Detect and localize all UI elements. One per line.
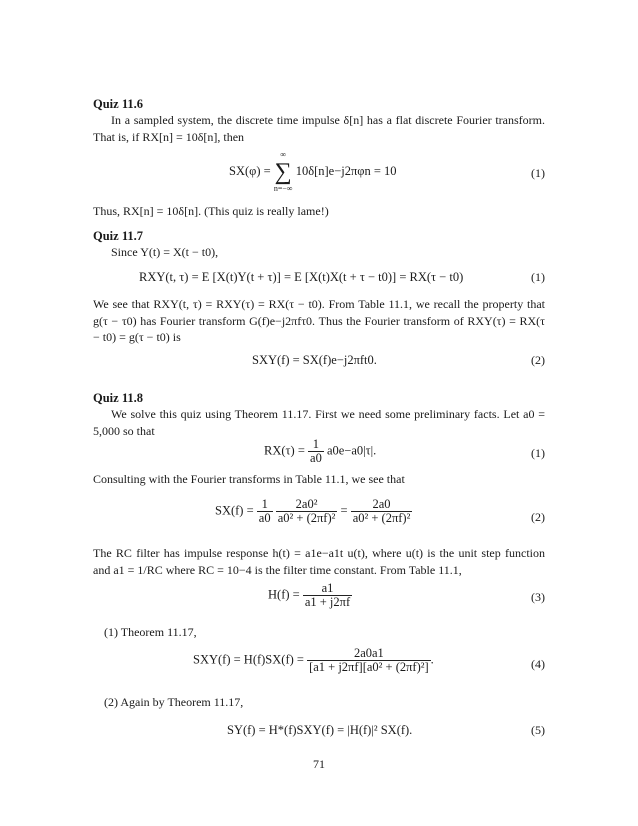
fraction-numerator: 2a0a1: [307, 647, 431, 661]
quiz-11-6-conclusion: Thus, RX[n] = 10δ[n]. (This quiz is really lame!): [93, 204, 329, 218]
eq-lhs: SX(φ) =: [229, 163, 271, 178]
summation-symbol: ∞ ∑ n=−∞: [273, 150, 293, 193]
quiz-11-7-equation-2: SXY(f) = SX(f)e−j2πft0.: [252, 353, 377, 367]
equation-number: (1): [531, 446, 545, 460]
quiz-11-8-equation-4: [193, 647, 434, 674]
quiz-11-8-equation-3: [268, 582, 352, 609]
fraction-numerator: 1: [308, 438, 324, 452]
quiz-11-6-heading: Quiz 11.6: [93, 97, 144, 111]
fraction-denominator: a0² + (2πf)²: [352, 511, 411, 525]
fraction-numerator: 2a0: [351, 498, 413, 512]
list-item-1: (1) Theorem 11.17,: [104, 625, 197, 639]
fraction-numerator: 1: [257, 498, 273, 512]
fraction: [308, 438, 324, 465]
fraction-numerator: 2a0²: [276, 498, 338, 512]
fraction: [351, 498, 413, 525]
quiz-11-8-heading: Quiz 11.8: [93, 391, 144, 405]
equation-number: (2): [531, 353, 545, 367]
eq-lhs: SX(f) =: [215, 503, 254, 518]
eq-lhs: H(f) =: [268, 587, 300, 602]
quiz-11-8-intro: We solve this quiz using Theorem 11.17. First we need some preliminary facts. Let a0 = 5,000 so that: [93, 407, 545, 438]
equation-number: (4): [531, 657, 545, 671]
quiz-11-8-fourier-note: Consulting with the Fourier transforms in Table 11.1, we see that: [93, 472, 405, 486]
equation-number: (1): [531, 270, 545, 284]
fraction-denominator: [a1 + j2πf][a0² + (2πf)²]: [309, 660, 429, 674]
equals-sign: =: [340, 503, 348, 518]
period: .: [430, 652, 434, 667]
fraction-denominator: a1 + j2πf: [304, 595, 351, 609]
quiz-11-8-equation-5: SY(f) = H*(f)SXY(f) = |H(f)|² SX(f).: [227, 723, 413, 737]
equation-number: (5): [531, 723, 545, 737]
sum-upper-limit: ∞: [280, 150, 287, 159]
quiz-11-8-equation-1: [264, 438, 376, 465]
fraction: [257, 498, 273, 525]
quiz-11-7-intro: Since Y(t) = X(t − t0),: [111, 245, 219, 259]
fraction-numerator: a1: [303, 582, 352, 596]
sum-lower-limit: n=−∞: [273, 184, 293, 193]
list-item-2: (2) Again by Theorem 11.17,: [104, 695, 244, 709]
fraction-denominator: a0: [310, 451, 322, 465]
fraction-denominator: a0² + (2πf)²: [277, 511, 336, 525]
quiz-11-7-equation-1: RXY(t, τ) = E [X(t)Y(t + τ)] = E [X(t)X(t + τ − t0)] = RX(τ − t0): [139, 270, 464, 284]
quiz-11-6-equation-1: [229, 150, 397, 194]
fraction: [303, 582, 352, 609]
quiz-11-7-heading: Quiz 11.7: [93, 229, 144, 243]
fraction: [307, 647, 431, 674]
quiz-11-7-explanation: We see that RXY(t, τ) = RXY(τ) = RX(τ − t0). From Table 11.1, we recall the property that g(τ − τ0) has Fourier transform G(f)e−j2πfτ0. Thus the Fourier transform of RXY(τ) = RX(τ − t0) = g(τ − t0) is: [93, 297, 545, 344]
eq-lhs: SXY(f) = H(f)SX(f) =: [193, 652, 304, 667]
fraction-denominator: a0: [258, 511, 271, 525]
equation-number: (2): [531, 510, 545, 524]
page-number: 71: [313, 757, 325, 771]
quiz-11-6-intro: In a sampled system, the discrete time impulse δ[n] has a flat discrete Fourier transform. That is, if RX[n] = 10δ[n], then: [93, 113, 545, 144]
quiz-11-8-equation-2: [215, 498, 412, 525]
fraction: [276, 498, 338, 525]
equation-number: (1): [531, 166, 545, 180]
equation-number: (3): [531, 590, 545, 604]
quiz-11-8-rc-filter: The RC filter has impulse response h(t) = a1e−a1t u(t), where u(t) is the unit step function and a1 = 1/RC where RC = 10−4 is the filter time constant. From Table 11.1,: [93, 546, 545, 577]
eq-lhs: RX(τ) =: [264, 443, 305, 458]
eq-rhs: a0e−a0|τ|.: [326, 443, 377, 458]
eq-rhs: 10δ[n]e−j2πφn = 10: [295, 163, 397, 178]
